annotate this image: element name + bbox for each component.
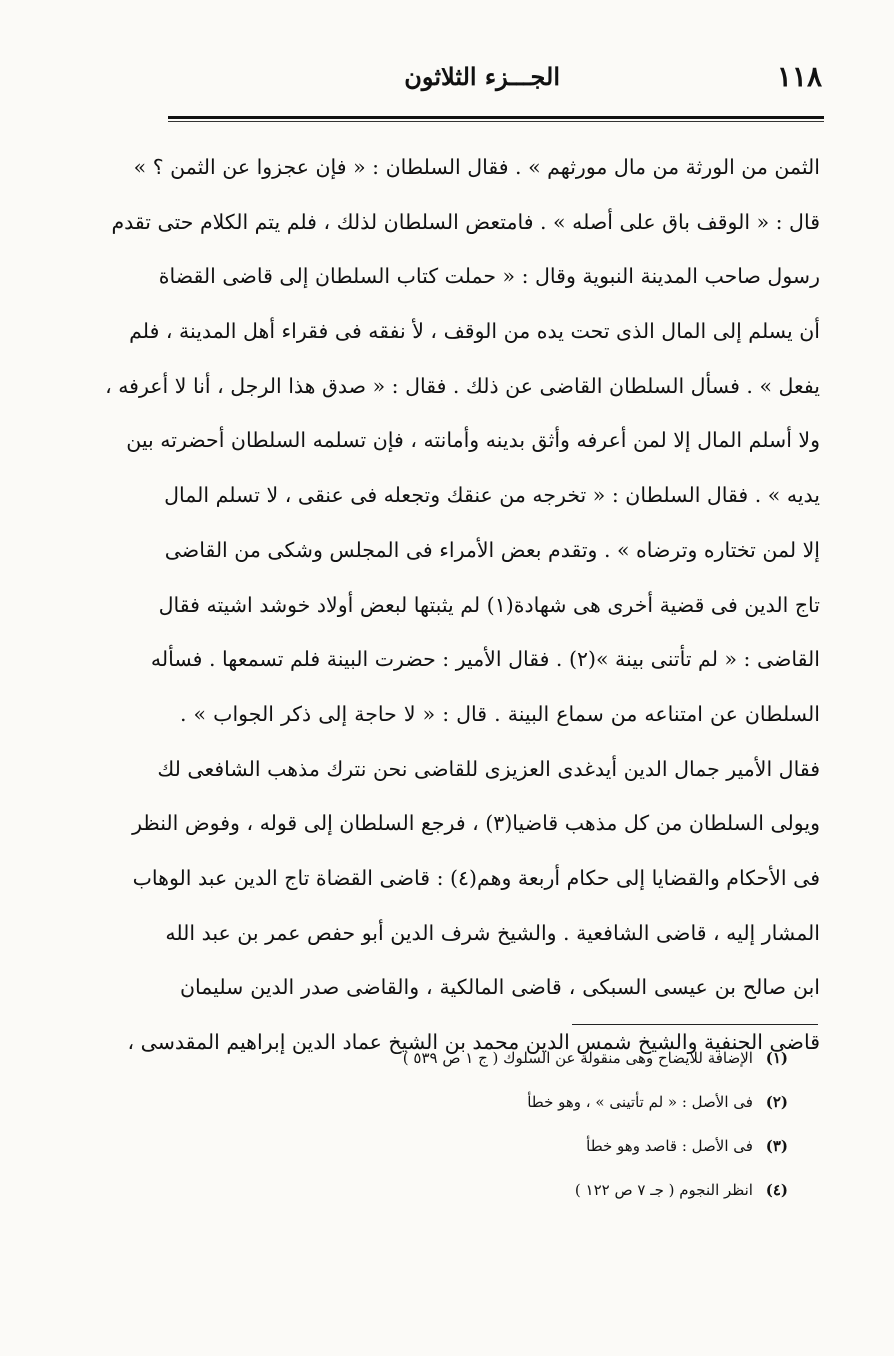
body-line: الثمن من الورثة من مال مورثهم » . فقال السلطان : « فإن عجزوا عن الثمن ؟ » — [133, 155, 820, 179]
body-line: قاضى الحنفية والشيخ شمس الدين محمد بن الشيخ عماد الدين إبراهيم المقدسى ، — [127, 1030, 820, 1054]
footnote-text: فى الأصل : « لم تأتينى » ، وهو خطأ — [527, 1093, 753, 1111]
page-header — [170, 60, 822, 112]
footnote-marker: (٣) — [765, 1137, 788, 1155]
footnote-marker: (٢) — [765, 1093, 788, 1111]
footnote — [340, 1036, 788, 1080]
footnote — [340, 1080, 788, 1124]
body-line: ويولى السلطان من كل مذهب قاضيا(٣) ، فرجع السلطان إلى قوله ، وفوض النظر — [132, 811, 820, 836]
footnote-rule — [572, 1024, 818, 1025]
body-line: فقال الأمير جمال الدين أيدغدى العزيزى للقاضى نحن نترك مذهب الشافعى لك — [157, 756, 820, 781]
footnote-text: الإضافة للايضاح وهى منقولة عن السلوك ( ج ١ ص ٥٣٩ ) — [402, 1049, 753, 1067]
body-line: يديه » . فقال السلطان : « تخرجه من عنقك وتجعله فى عنقى ، لا تسلم المال — [164, 483, 820, 508]
body-line: رسول صاحب المدينة النبوية وقال : « حملت كتاب السلطان إلى قاضى القضاة — [158, 264, 820, 289]
footnote — [340, 1168, 788, 1212]
footnotes — [340, 1036, 788, 1212]
body-line: إلا لمن تختاره وترضاه » . وتقدم بعض الأمراء فى المجلس وشكى من القاضى — [164, 537, 820, 562]
body-line: أن يسلم إلى المال الذى تحت يده من الوقف ، لأ نفقه فى فقراء أهل المدينة ، فلم — [129, 319, 820, 344]
footnote — [340, 1124, 788, 1168]
page-number: ١١٨ — [776, 60, 822, 93]
running-title: الجـــزء الثلاثون — [404, 62, 560, 91]
body-line: القاضى : « لم تأتنى بينة »(٢) . فقال الأمير : حضرت البينة فلم تسمعها . فسأله — [150, 647, 820, 672]
body-line: فى الأحكام والقضايا إلى حكام أربعة وهم(٤) : قاضى القضاة تاج الدين عبد الوهاب — [132, 865, 820, 890]
footnote-text: انظر النجوم ( جـ ٧ ص ١٢٢ ) — [574, 1181, 753, 1199]
footnote-marker: (١) — [765, 1049, 788, 1067]
body-line: قال : « الوقف باق على أصله » . فامتعض السلطان لذلك ، فلم يتم الكلام حتى تقدم — [111, 209, 820, 234]
body-line: تاج الدين فى قضية أخرى هى شهادة(١) لم يثبتها لبعض أولاد خوشد اشيته فقال — [158, 592, 820, 617]
body-text — [105, 140, 820, 1070]
body-line: السلطان عن امتناعه من سماع البينة . قال : « لا حاجة إلى ذكر الجواب » . — [180, 701, 820, 726]
body-line: يفعل » . فسأل السلطان القاضى عن ذلك . فقال : « صدق هذا الرجل ، أنا لا أعرفه ، — [105, 373, 820, 398]
body-line: ابن صالح بن عيسى السبكى ، قاضى المالكية ، والقاضى صدر الدين سليمان — [180, 975, 820, 1000]
body-line: ولا أسلم المال إلا لمن أعرفه وأثق بدينه وأمانته ، فإن تسلمه السلطان أحضرته بين — [126, 428, 820, 453]
header-rule-thin — [168, 121, 824, 122]
header-rule — [168, 116, 824, 119]
footnote-text: فى الأصل : قاصد وهو خطأ — [586, 1137, 753, 1155]
footnote-marker: (٤) — [765, 1181, 788, 1199]
body-line: المشار إليه ، قاضى الشافعية . والشيخ شرف الدين أبو حفص عمر بن عبد الله — [165, 920, 820, 945]
